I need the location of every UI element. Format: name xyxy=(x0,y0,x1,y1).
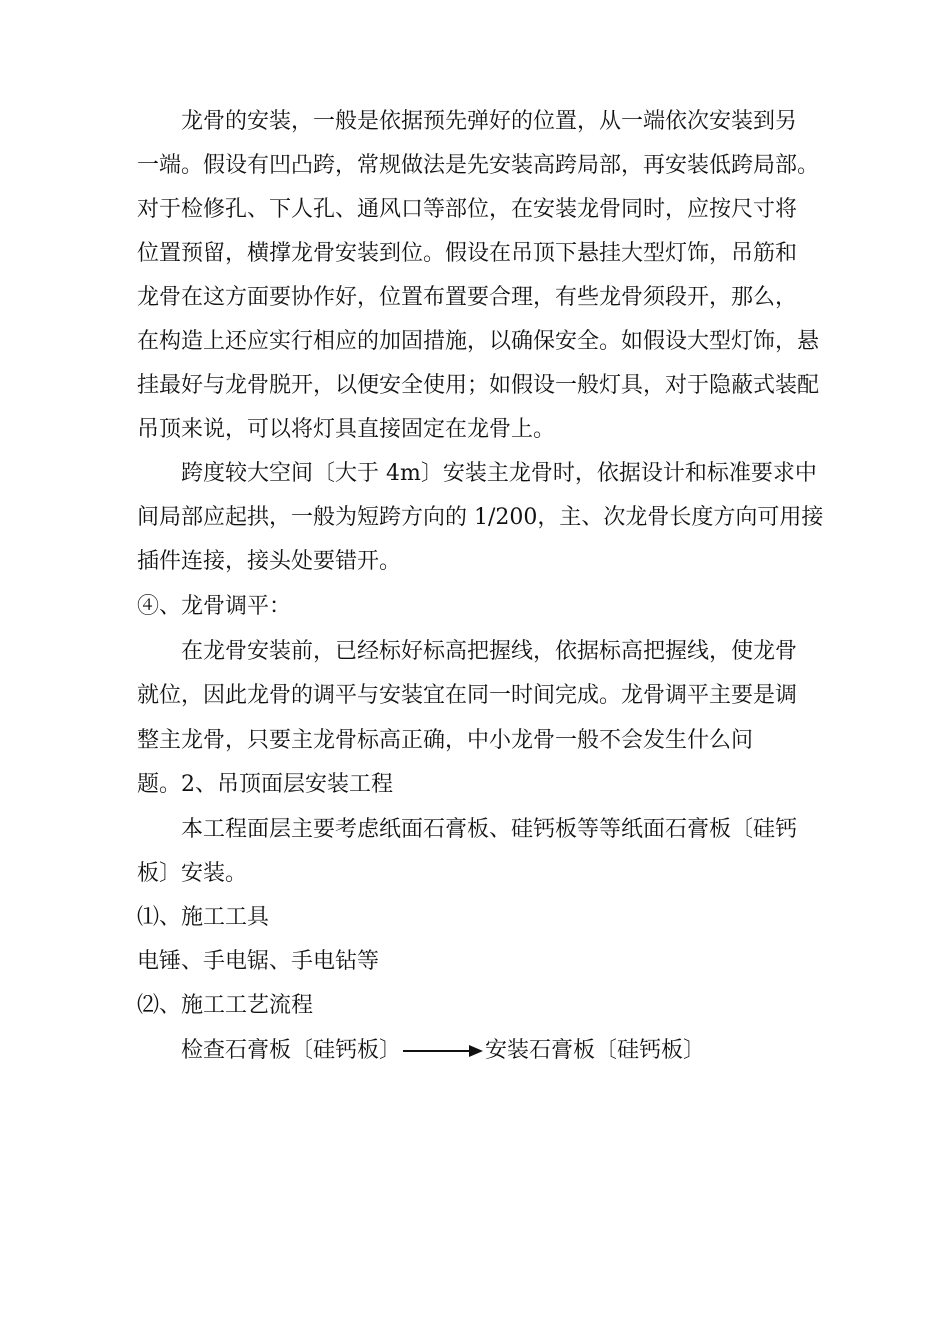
paragraph-line: 对于检修孔、下人孔、通风口等部位，在安装龙骨同时，应按尺寸将 xyxy=(137,197,798,222)
section-heading: ④、龙骨调平： xyxy=(137,594,292,619)
process-flow xyxy=(181,1036,705,1066)
paragraph-line: 挂最好与龙骨脱开，以便安全使用；如假设一般灯具，对于隐蔽式装配 xyxy=(137,373,820,398)
paragraph-line: 一端。假设有凹凸跨，常规做法是先安装高跨局部，再安装低跨局部。 xyxy=(137,153,820,178)
paragraph-line: 跨度较大空间〔大于 4m〕安装主龙骨时，依据设计和标准要求中 xyxy=(181,461,817,486)
paragraph-line: 位置预留，横撑龙骨安装到位。假设在吊顶下悬挂大型灯饰，吊筋和 xyxy=(137,241,798,266)
paragraph-line: 吊顶来说，可以将灯具直接固定在龙骨上。 xyxy=(137,417,556,442)
paragraph-line: 插件连接，接头处要错开。 xyxy=(137,549,402,574)
paragraph-line: 龙骨的安装，一般是依据预先弹好的位置，从一端依次安装到另 xyxy=(181,109,798,134)
paragraph-line: 在龙骨安装前，已经标好标高把握线，依据标高把握线，使龙骨 xyxy=(181,639,798,664)
paragraph-line: 整主龙骨，只要主龙骨标高正确，中小龙骨一般不会发生什么问 xyxy=(137,728,754,753)
paragraph-line: 间局部应起拱，一般为短跨方向的 1/200，主、次龙骨长度方向可用接 xyxy=(137,505,824,530)
list-item-heading: ⑵、施工工艺流程 xyxy=(137,993,314,1018)
list-item-heading: ⑴、施工工具 xyxy=(137,905,270,930)
flow-step-inspect: 检查石膏板〔硅钙板〕 xyxy=(181,1038,402,1063)
paragraph-line: 本工程面层主要考虑纸面石膏板、硅钙板等等纸面石膏板〔硅钙 xyxy=(181,817,798,842)
arrow-right-icon xyxy=(403,1044,483,1058)
paragraph-line: 龙骨在这方面要协作好，位置布置要合理，有些龙骨须段开，那么， xyxy=(137,285,798,310)
paragraph-line: 题。2、吊顶面层安装工程 xyxy=(137,772,393,797)
flow-step-install: 安装石膏板〔硅钙板〕 xyxy=(485,1038,706,1063)
paragraph-line: 在构造上还应实行相应的加固措施，以确保安全。如假设大型灯饰，悬 xyxy=(137,329,820,354)
paragraph-line: 板〕安装。 xyxy=(137,861,248,886)
tools-list: 电锤、手电锯、手电钻等 xyxy=(137,949,380,974)
paragraph-line: 就位，因此龙骨的调平与安装宜在同一时间完成。龙骨调平主要是调 xyxy=(137,683,798,708)
